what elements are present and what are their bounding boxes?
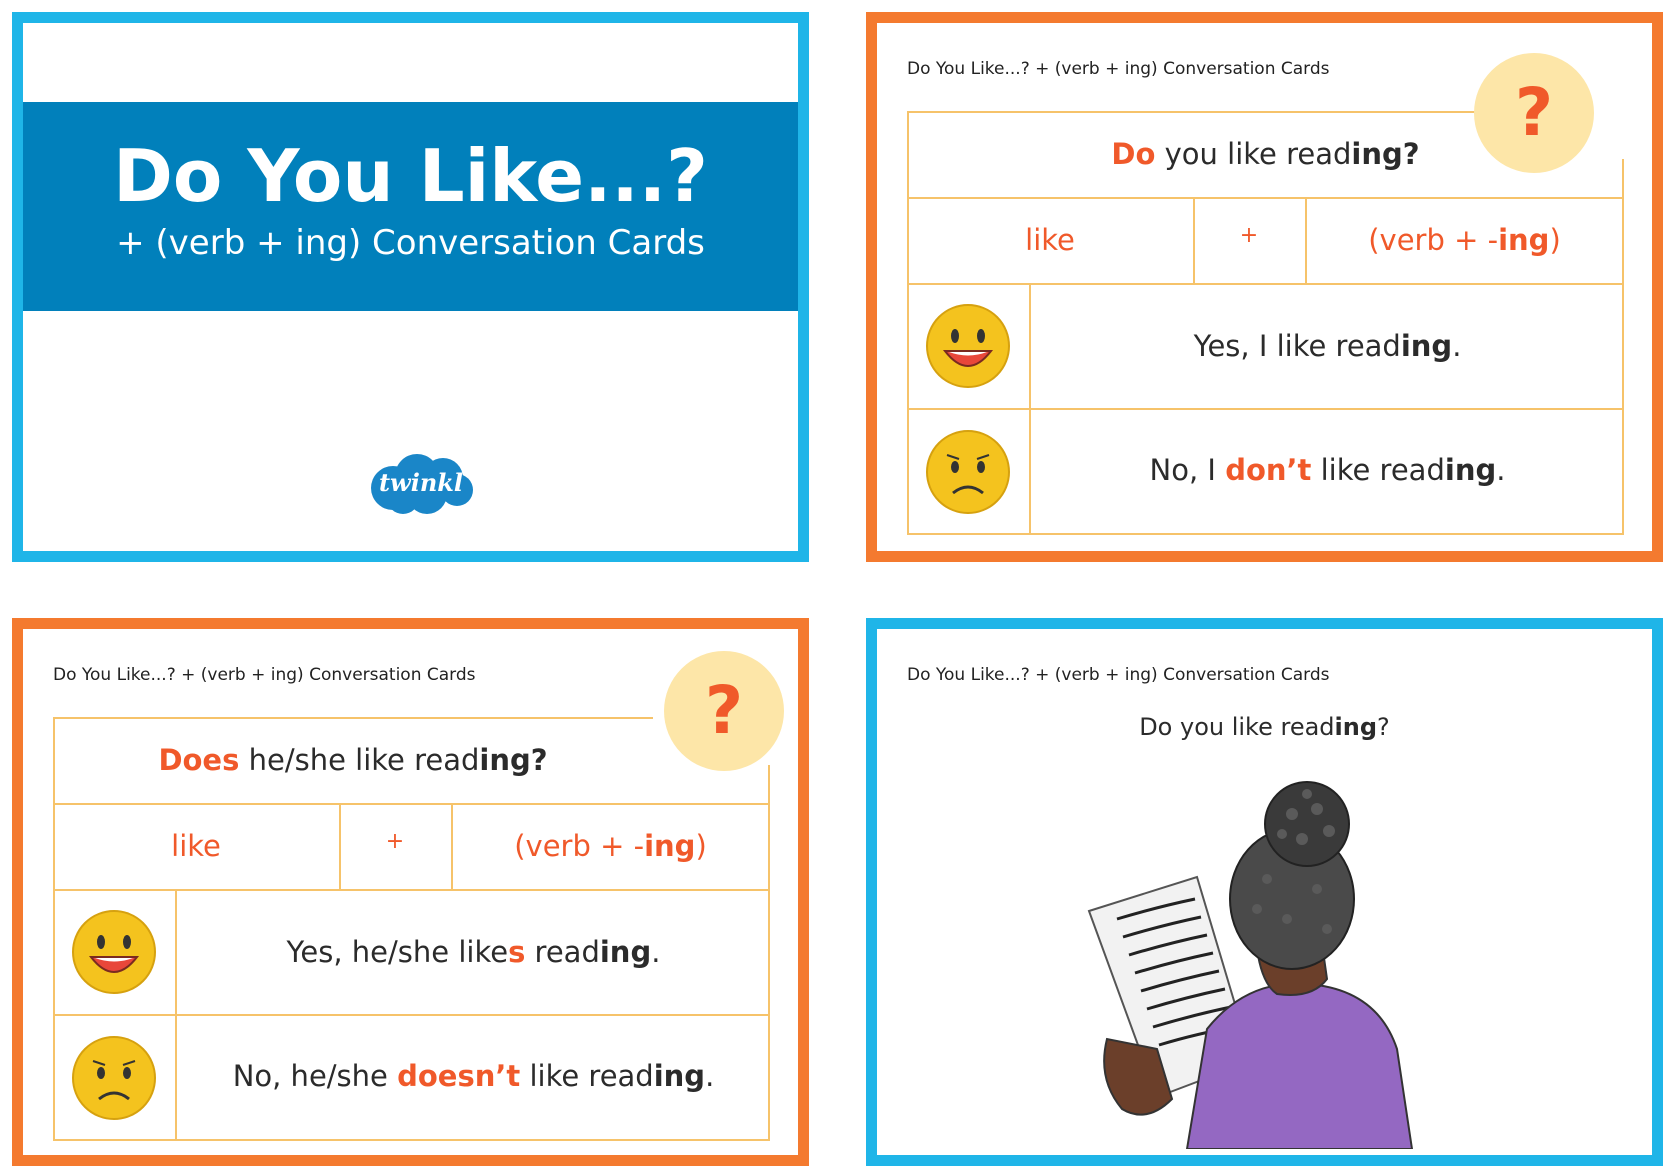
question-mark-badge: ? [664,651,784,771]
card-header: Do You Like...? + (verb + ing) Conversation Cards [907,665,1330,685]
formula-verb-ing: (verb + -ing) [1368,223,1561,257]
conversation-card-heshe [12,618,809,1166]
question-text: Does he/she like reading? [158,743,548,777]
title-card [12,12,809,562]
card-title: Do You Like...? [113,134,708,218]
formula-plus: + [385,829,405,854]
grammar-table [53,717,770,1141]
yes-answer: Yes, I like reading. [1193,329,1462,363]
question-mark-badge: ? [1474,53,1594,173]
conversation-card-you [866,12,1663,562]
sad-face-icon [925,429,1011,515]
woman-reading-paper-illustration [1077,779,1417,1149]
picture-card [866,618,1663,1166]
logo-text: twinkl [378,468,464,497]
formula-verb-ing: (verb + -ing) [514,829,707,863]
no-answer: No, I don’t like reading. [1149,453,1506,487]
happy-face-icon [925,303,1011,389]
title-band [23,102,798,311]
grammar-table [907,111,1624,535]
yes-answer: Yes, he/she likes reading. [286,935,661,969]
formula-plus: + [1239,223,1259,248]
sad-face-icon [71,1035,157,1121]
formula-like: like [171,829,221,863]
picture-question: Do you like reading? [1139,713,1390,741]
card-subtitle: + (verb + ing) Conversation Cards [116,223,705,263]
card-header: Do You Like...? + (verb + ing) Conversation Cards [53,665,476,685]
question-text: Do you like reading? [1111,137,1420,171]
happy-face-icon [71,909,157,995]
twinkl-logo [367,450,475,516]
card-header: Do You Like...? + (verb + ing) Conversation Cards [907,59,1330,79]
no-answer: No, he/she doesn’t like reading. [232,1059,715,1093]
formula-like: like [1025,223,1075,257]
